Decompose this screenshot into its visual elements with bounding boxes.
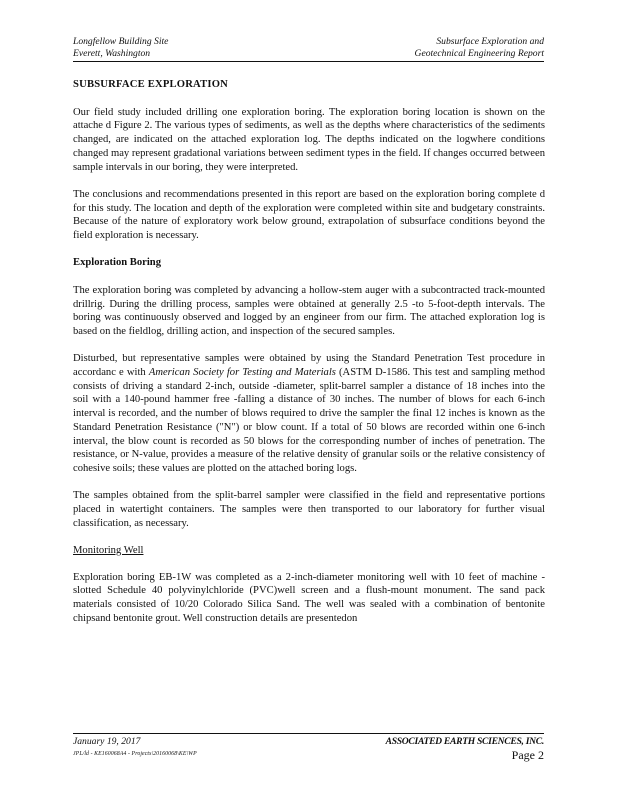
section-paragraph-1: Our field study included drilling one exploration boring. The exploration boring location is shown on the attache d Figure 2. The various types of sediments, as well as the depths where characteristics of the sediments changed, are indicated on the attached exploration log. The depths indicated on the logwhere conditions changed may represent gradational variations between sediment types in the field. If changes occurred between sample intervals in our boring, they were interpreted.: [73, 106, 545, 173]
header-right: [415, 36, 544, 59]
header-report-title-line1: Subsurface Exploration and: [436, 36, 544, 47]
boring-paragraph-2-start: Disturbed, but representative samples were obtained by using the Standard Penetration Test procedure in accordanc e with: [73, 353, 545, 379]
footer-date: January 19, 2017: [73, 736, 141, 747]
boring-paragraph-1: The exploration boring was completed by advancing a hollow-stem auger with a subcontracted track-mounted drillrig. During the drilling process, samples were obtained at generally 2.5 -to 5-foot-depth intervals. The boring was continuously observed and logged by an engineer from our firm. The attached exploration log is based on the fieldlog, drilling action, and inspection of the secured samples.: [73, 284, 545, 338]
footer-file-code: JPL/ld - KE160068A4 - Projects\20160068\KE\WP: [73, 751, 197, 757]
footer-divider: [73, 733, 544, 734]
header-left: [73, 36, 168, 59]
boring-paragraph-2: [73, 352, 545, 475]
boring-heading: Exploration Boring: [73, 257, 161, 269]
section-paragraph-2: The conclusions and recommendations presented in this report are based on the exploration boring complete d for this study. The location and depth of the exploration were completed within site and budgetary constraints. Because of the nature of exploratory work below ground, extrapolation of subsurface conditions beyond the field exploration is necessary.: [73, 188, 545, 241]
header-divider: [73, 61, 544, 62]
header-project-name: Longfellow Building Site: [73, 36, 169, 47]
header-report-title-line2: Geotechnical Engineering Report: [414, 47, 544, 59]
well-paragraph-1: Exploration boring EB-1W was completed as a 2-inch-diameter monitoring well with 10 feet of machine -slotted Schedule 40 polyvinylchloride (PVC)well screen and a flush-mount monument. The sand pack materials consisted of 10/20 Colorado Silica Sand. The well was sealed with a combination of bentonite chipsand bentonite grout. Well construction details are presentedon: [73, 571, 545, 624]
section-heading: SUBSURFACE EXPLORATION: [73, 79, 228, 90]
page-number: Page 2: [511, 748, 544, 762]
document-body: [73, 78, 545, 639]
header-project-location: Everett, Washington: [73, 47, 151, 59]
well-heading: Monitoring Well: [73, 544, 144, 556]
boring-paragraph-2-end: (ASTM D-1586. This test and sampling method consists of driving a standard 2-inch, outside -diameter, split-barrel sampler a distance of 18 inches into the soil with a 140-pound hammer free -falling a distance of 30 inches. The number of blows for each 6-inch interval is recorded, and the number of blows required to drive the sampler the final 12 inches is known as the Standard Penetration Resistance ("N") or blow count. If a total of 50 blows are recorded within one 6-inch interval, the blow count is recorded as 50 blows for the corresponding number of inches of penetration. The resistance, or N-value, provides a measure of the relative density of granular soils or the relative consistency of cohesive soils; these values are plotted on the attached boring logs.: [73, 367, 545, 474]
boring-paragraph-3: The samples obtained from the split-barrel sampler were classified in the field and representative portions placed in watertight containers. The samples were then transported to our laboratory for further visual classification, as necessary.: [73, 490, 545, 529]
astm-name: American Society for Testing and Materials: [148, 367, 336, 379]
footer-firm-name: ASSOCIATED EARTH SCIENCES, INC.: [385, 736, 544, 747]
